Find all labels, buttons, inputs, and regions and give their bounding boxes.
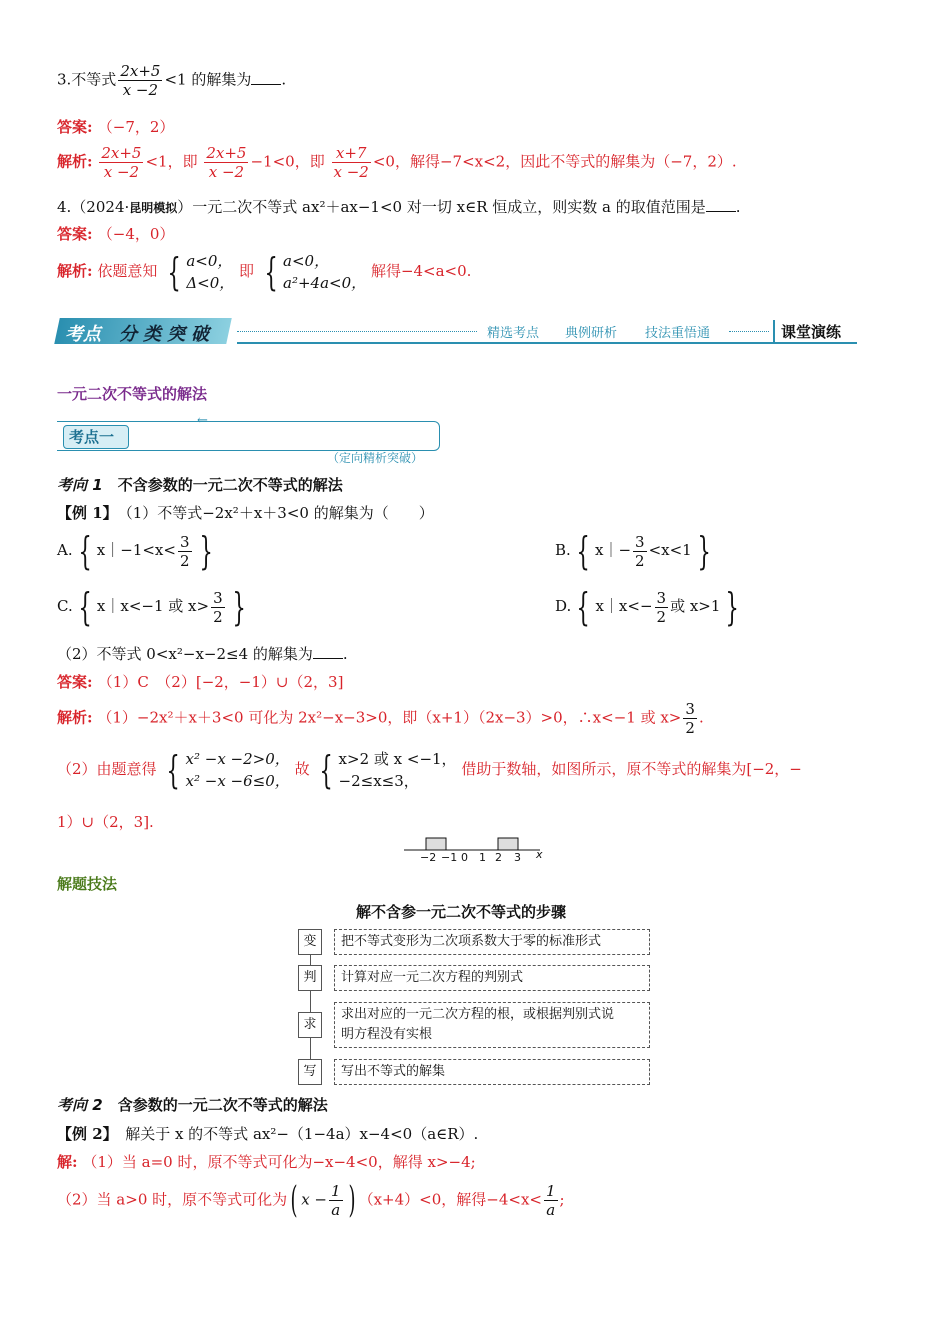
q3-analysis: 解析: $\frac{2x+5}{x -2}$ <1，即 $\frac{2x+5}{x -2}$ −1<0，即 $\frac{x+7}{x -2}$ <0，解得−7<x<2，因此不等式的解集为（−7，2）. bbox=[57, 144, 737, 181]
tick-label: 3 bbox=[514, 851, 521, 864]
option-c[interactable]: C. { x｜x<−1 或 x> $\frac{3}{2}$ } bbox=[57, 585, 246, 629]
banner-right: 课堂演练 bbox=[781, 323, 842, 341]
step-key-xie: 写 bbox=[298, 1059, 322, 1085]
tick-label: 0 bbox=[461, 851, 468, 864]
kaodian-sub: （定向精析突破） bbox=[327, 451, 424, 465]
example-1-analysis: 解析: （1）−2x²＋x＋3<0 可化为 2x²−x−3>0，即（x+1）（2x−3）>0，∴x<−1 或 x> $\frac{3}{2}$ . bbox=[57, 700, 704, 737]
q3-line: 3.不等式 $\frac{2x+5}{x -2}$ <1 的解集为 . bbox=[57, 62, 287, 99]
answer-blank bbox=[706, 211, 736, 212]
answer-blank bbox=[251, 84, 281, 85]
kaodian-label: 考点一 bbox=[69, 428, 115, 446]
kaoxiang-1: 考向 1 不含参数的一元二次不等式的解法 bbox=[57, 476, 343, 494]
banner-kaodian: 考点 bbox=[65, 324, 101, 345]
option-d[interactable]: D. { x｜x<− $\frac{3}{2}$ 或 x>1 } bbox=[555, 585, 740, 629]
q4-line: 4.（2024·昆明模拟）一元二次不等式 ax²＋ax−1<0 对一切 x∈R 恒成立，则实数 a 的取值范围是 . bbox=[57, 198, 741, 216]
q3-answer: 答案: （−7，2） bbox=[57, 118, 175, 136]
step-box-pan: 计算对应一元二次方程的判别式 bbox=[334, 965, 650, 991]
solution-line-1: 解: （1）当 a=0 时，原不等式可化为−x−4<0，解得 x>−4; bbox=[57, 1153, 476, 1171]
step-key-qiu: 求 bbox=[298, 1012, 322, 1038]
method-label: 解题技法 bbox=[57, 875, 118, 893]
tick-label: −2 bbox=[420, 851, 437, 864]
option-a[interactable]: A. { x｜−1<x< $\frac{3}{2}$ } bbox=[57, 529, 213, 573]
tick-label: 2 bbox=[495, 851, 502, 864]
section-title: 一元二次不等式的解法 bbox=[57, 385, 208, 403]
number-line bbox=[400, 832, 550, 864]
q4-analysis: 解析: 依题意知 { a<0， Δ<0， 即 { a<0， a²+4a<0， 解得−4<a<0. bbox=[57, 250, 472, 294]
step-key-bian: 变 bbox=[298, 929, 322, 955]
axis-label: x bbox=[536, 848, 543, 861]
step-box-bian: 把不等式变形为二次项系数大于零的标准形式 bbox=[334, 929, 650, 955]
banner-line bbox=[237, 342, 857, 344]
tick-label: −1 bbox=[441, 851, 458, 864]
q3-fraction: $\frac{2x+5}{x -2}$ bbox=[120, 62, 161, 99]
q4-answer: 答案: （−4，0） bbox=[57, 225, 175, 243]
example-1-q2: （2）不等式 0<x²−x−2≤4 的解集为 . bbox=[57, 645, 348, 663]
kaoxiang-2: 考向 2 含参数的一元二次不等式的解法 bbox=[57, 1096, 328, 1114]
example-1-answer: 答案: （1）C （2）[−2，−1）∪（2，3] bbox=[57, 673, 344, 691]
kaodian-tag: 考点一 ← （定向精析突破） bbox=[57, 419, 442, 467]
section-banner: 考点 分类突破 精选考点 典例研析 技法重悟通 课堂演练 bbox=[57, 318, 857, 346]
option-b[interactable]: B. { x｜− $\frac{3}{2}$ <x<1 } bbox=[555, 529, 711, 573]
step-key-pan: 判 bbox=[298, 965, 322, 991]
step-box-xie: 写出不等式的解集 bbox=[334, 1059, 650, 1085]
example-1: 【例 1】 （1）不等式−2x²＋x＋3<0 的解集为（ ） bbox=[57, 504, 434, 522]
banner-title: 分类突破 bbox=[119, 324, 215, 345]
example-1-analysis-2: （2）由题意得 { x² −x −2>0， x² −x −6≤0， 故 { x>2 或 x <−1， −2≤x≤3， 借助于数轴，如图所示，原不等式的解集为[−2，− bbox=[57, 748, 802, 792]
solution-line-2: （2）当 a>0 时，原不等式可化为( x − $\frac{1}{a}$ ) （x+4）<0，解得−4<x< $\frac{1}{a}$ ; bbox=[57, 1180, 565, 1221]
method-title: 解不含参一元二次不等式的步骤 bbox=[356, 903, 567, 921]
example-2: 【例 2】 解关于 x 的不等式 ax²−（1−4a）x−4<0（a∈R）. bbox=[57, 1125, 479, 1143]
tick-label: 1 bbox=[479, 851, 486, 864]
answer-blank bbox=[313, 658, 343, 659]
step-box-qiu: 求出对应的一元二次方程的根，或根据判别式说 明方程没有实根 bbox=[334, 1002, 650, 1048]
example-1-analysis-3: 1）∪（2，3]. bbox=[57, 813, 154, 831]
banner-dots bbox=[237, 331, 477, 332]
